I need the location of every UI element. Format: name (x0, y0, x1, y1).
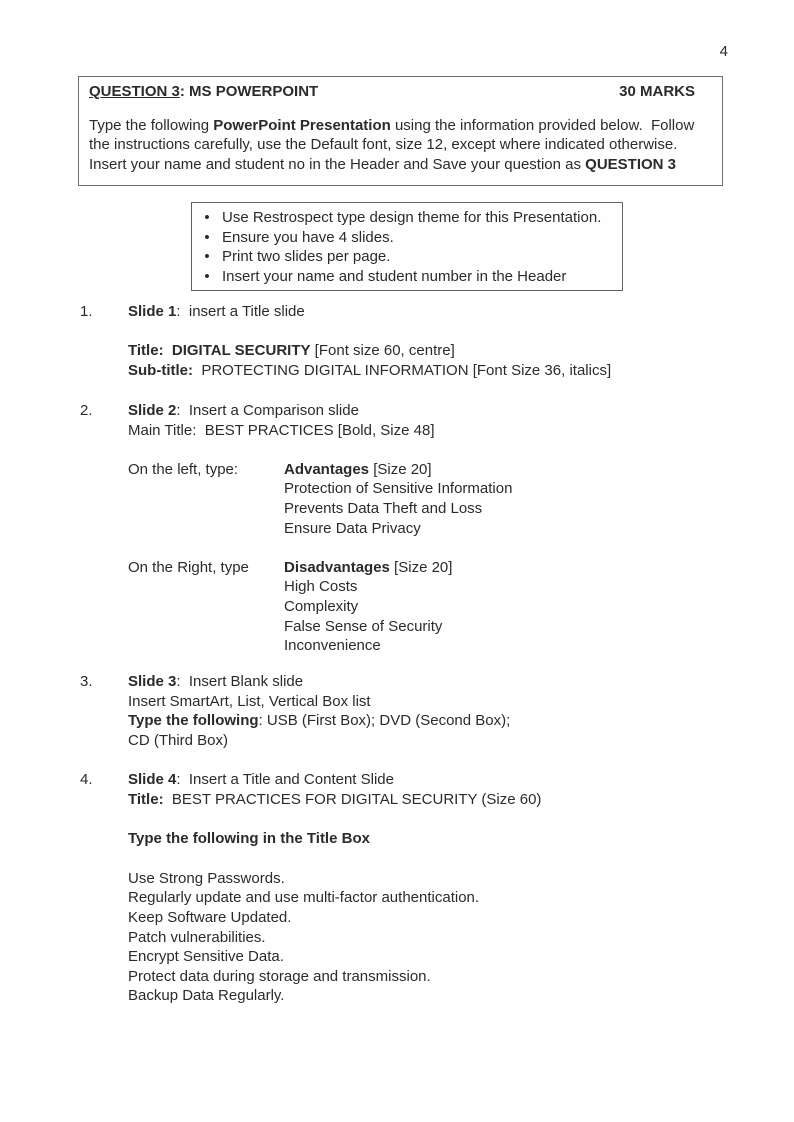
title-note: [Font size 60, centre] (310, 342, 455, 360)
type-following-text: : USB (First Box); DVD (Second Box); (258, 712, 511, 730)
type-following-line (128, 711, 744, 731)
column-item: False Sense of Security (284, 617, 443, 635)
instruction-text: Ensure you have 4 slides. (222, 228, 394, 246)
subtitle-text: PROTECTING DIGITAL INFORMATION [Font Size 36, italics] (193, 361, 612, 379)
title-label: Title: (128, 790, 164, 808)
right-column-block (128, 558, 744, 656)
task-number: 3. (80, 673, 93, 690)
task-heading (128, 770, 744, 790)
bullet-icon: • (204, 248, 210, 266)
question-header-row (79, 77, 722, 102)
right-column-content (284, 558, 744, 656)
question-title-rest: : MS POWERPOINT (179, 83, 319, 100)
marks-label: 30 MARKS (619, 83, 695, 100)
task-heading (128, 401, 744, 421)
content-line: Keep Software Updated. (128, 908, 292, 926)
content-line: Encrypt Sensitive Data. (128, 948, 284, 966)
subtitle-label: Sub-title: (128, 361, 193, 379)
title-box-subheading: Type the following in the Title Box (128, 830, 370, 848)
column-item: Complexity (284, 597, 359, 615)
column-item: High Costs (284, 578, 358, 596)
smartart-instruction: Insert SmartArt, List, Vertical Box list (128, 692, 371, 710)
third-box-line: CD (Third Box) (128, 731, 229, 749)
main-title-line: Main Title: BEST PRACTICES [Bold, Size 48] (128, 421, 435, 439)
task-2 (0, 401, 794, 656)
column-item: Ensure Data Privacy (284, 519, 421, 537)
bullet-icon: • (204, 228, 210, 246)
size-note: [Size 20] (389, 558, 453, 576)
disadvantages-label: Disadvantages (284, 558, 390, 576)
content-line: Use Strong Passwords. (128, 869, 285, 887)
task-body (128, 770, 744, 1006)
title-text: BEST PRACTICES FOR DIGITAL SECURITY (Size 60) (163, 790, 542, 808)
bullet-icon: • (204, 267, 210, 285)
column-item: Protection of Sensitive Information (284, 480, 513, 498)
type-following-label: Type the following (128, 712, 259, 730)
right-column-label: On the Right, type (128, 558, 249, 576)
title-text: Title: DIGITAL SECURITY (128, 342, 311, 360)
slide-instruction: : Insert a Comparison slide (176, 402, 359, 419)
task-number: 2. (80, 402, 93, 419)
task-heading (128, 302, 744, 322)
column-heading (284, 460, 744, 480)
instruction-text: Use Restrospect type design theme for this Presentation. (222, 209, 602, 226)
task-number: 4. (80, 771, 93, 788)
content-lines (128, 869, 744, 1006)
task-1 (0, 302, 794, 380)
task-3 (0, 672, 794, 750)
bullet-icon: • (204, 209, 210, 226)
slide-instruction: : Insert a Title and Content Slide (176, 771, 394, 788)
page-number: 4 (719, 43, 728, 60)
task-number: 1. (80, 303, 93, 320)
list-item (192, 228, 618, 248)
intro-run: using the information provided below. Follow the instructions carefully, use the Default font, size 12, except where indicated otherwise. Insert your name and student no in the Header and Save your question as (89, 116, 699, 173)
left-column-content (284, 460, 744, 538)
instruction-text: Print two slides per page. (222, 248, 391, 266)
instruction-text: Insert your name and student number in the Header (222, 267, 567, 285)
question-intro-paragraph (79, 116, 722, 175)
content-line: Regularly update and use multi-factor authentication. (128, 889, 480, 907)
slide-title-line (128, 790, 744, 810)
intro-run: Type the following (89, 116, 214, 134)
question-number-label: QUESTION 3 (89, 83, 180, 100)
slide-instruction: : insert a Title slide (176, 303, 305, 320)
task-body (128, 672, 744, 750)
content-line: Protect data during storage and transmission. (128, 967, 431, 985)
slide-subtitle-line (128, 361, 744, 381)
column-item: Inconvenience (284, 637, 381, 655)
task-4 (0, 770, 794, 1006)
list-item (192, 247, 618, 267)
size-note: [Size 20] (369, 460, 432, 478)
column-item: Prevents Data Theft and Loss (284, 499, 483, 517)
list-item (192, 267, 618, 287)
column-heading (284, 558, 744, 578)
question-header-box (78, 76, 723, 186)
content-line: Backup Data Regularly. (128, 987, 285, 1005)
advantages-label: Advantages (284, 460, 370, 478)
task-body (128, 302, 744, 380)
task-heading (128, 672, 744, 692)
slide-instruction: : Insert Blank slide (176, 673, 304, 690)
task-body (128, 401, 744, 656)
intro-run-bold: PowerPoint Presentation (213, 116, 391, 134)
content-line: Patch vulnerabilities. (128, 928, 266, 946)
slide-label: Slide 2 (128, 402, 177, 419)
slide-label: Slide 4 (128, 771, 177, 788)
slide-label: Slide 3 (128, 673, 177, 690)
intro-run-bold: QUESTION 3 (585, 155, 677, 173)
left-column-label: On the left, type: (128, 460, 239, 478)
question-title (89, 82, 318, 102)
slide-title-line (128, 341, 744, 361)
list-item (192, 208, 618, 228)
instruction-box (191, 202, 623, 291)
left-column-block (128, 460, 744, 538)
slide-label: Slide 1 (128, 303, 177, 320)
